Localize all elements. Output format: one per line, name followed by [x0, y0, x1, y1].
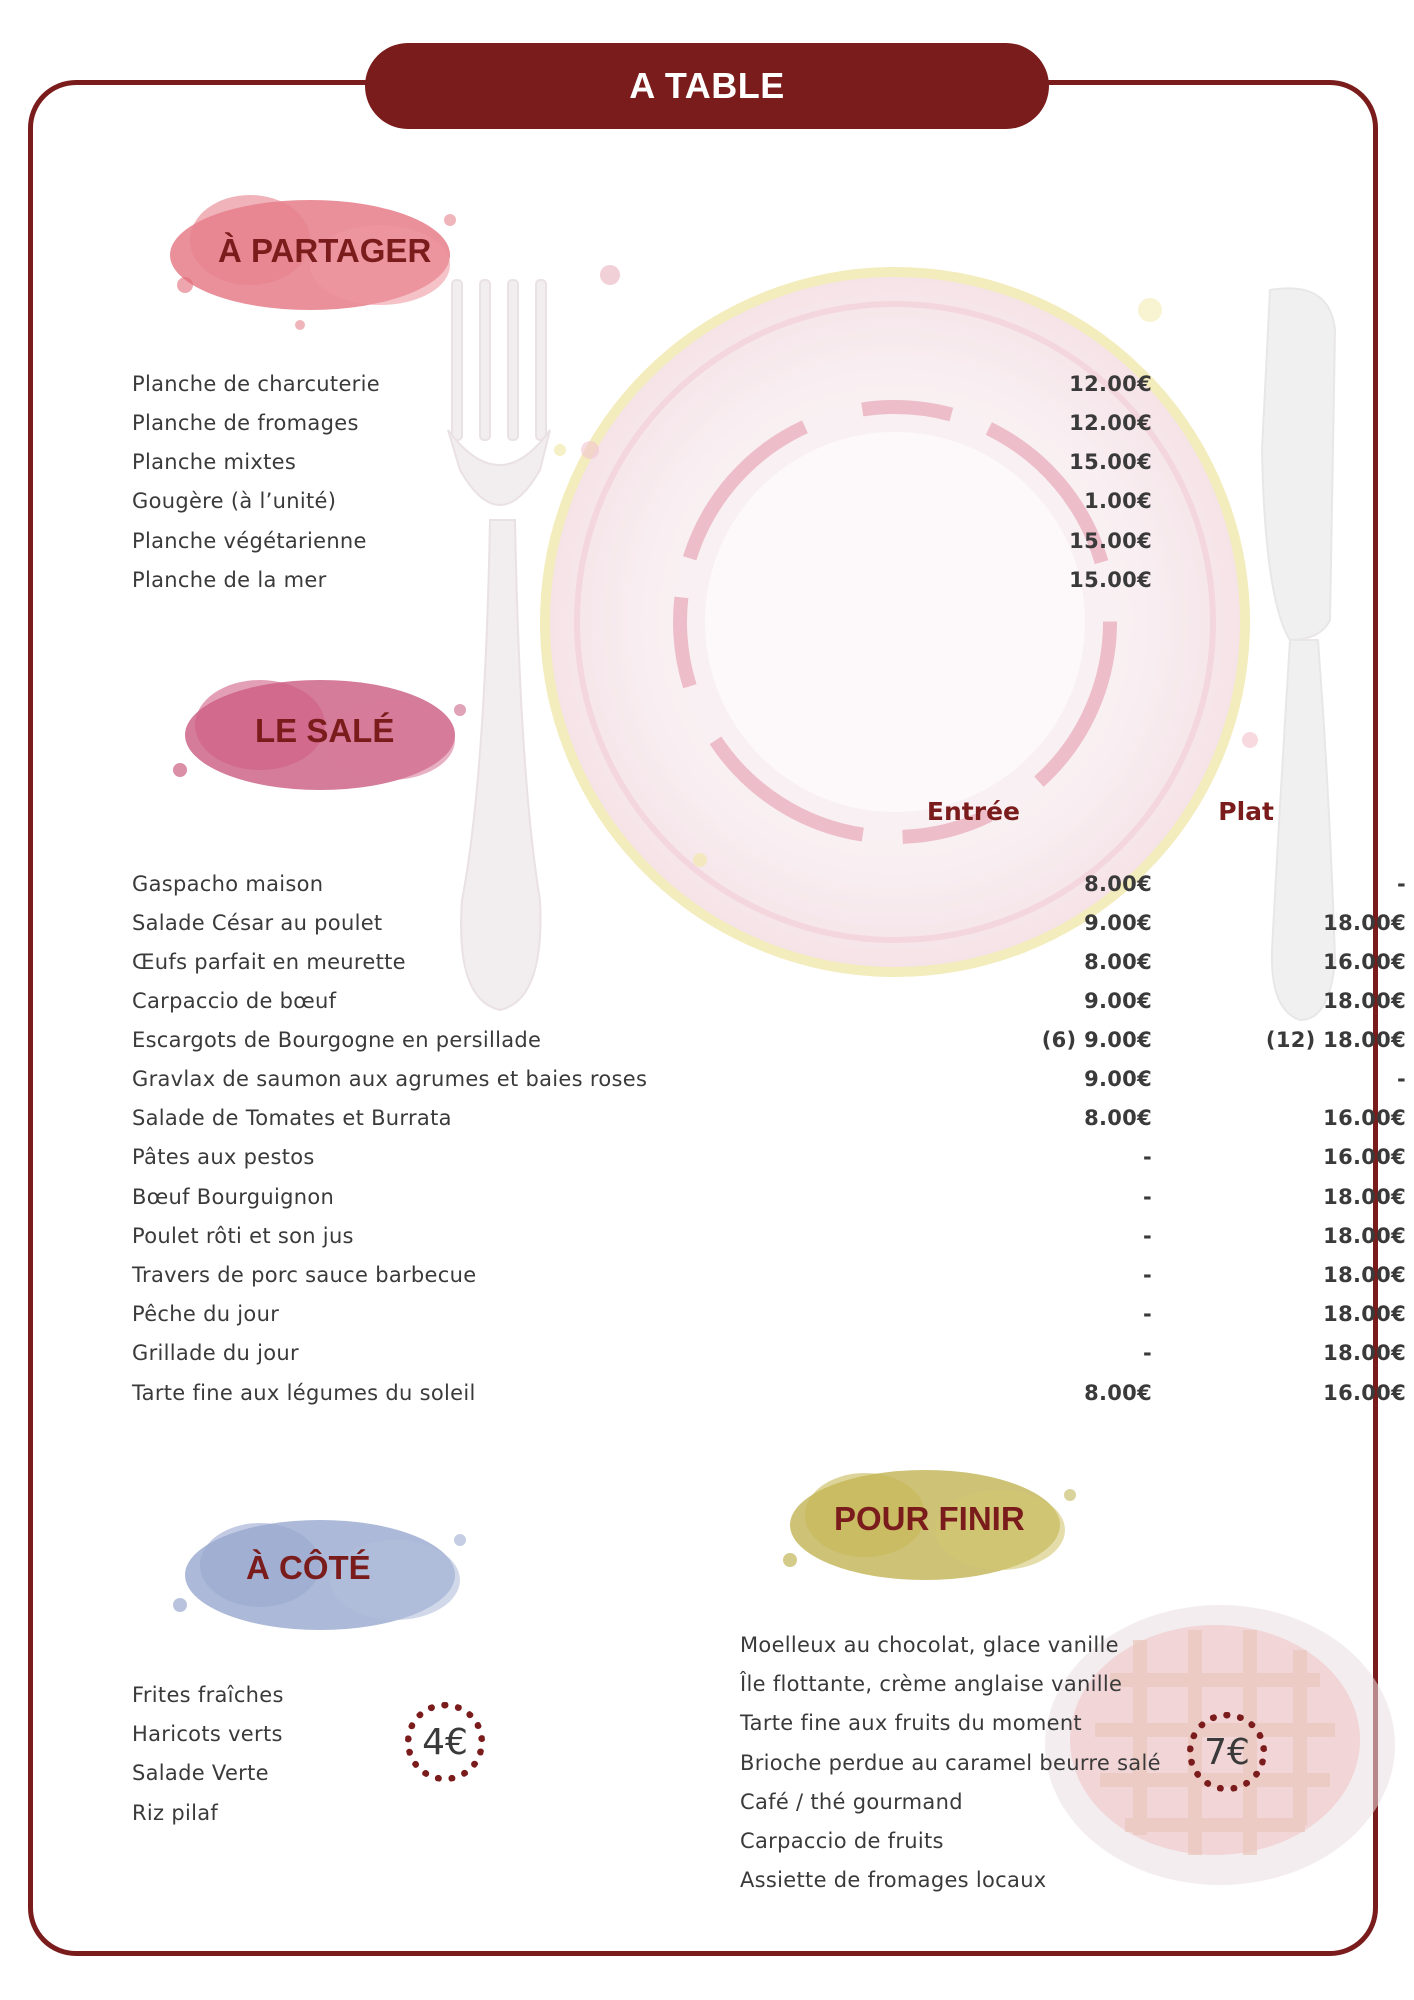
entree-price: (6) 9.00€	[1041, 1028, 1152, 1052]
column-header-plat: Plat	[1218, 797, 1274, 826]
entree-price: 8.00€	[1084, 872, 1152, 896]
item-price: 12.00€	[1069, 372, 1152, 396]
item-name: Planche de charcuterie	[132, 372, 380, 396]
item-name: Tarte fine aux légumes du soleil	[132, 1381, 476, 1405]
entree-price: 9.00€	[1084, 989, 1152, 1013]
page-title: A TABLE	[365, 43, 1049, 129]
item-name: Bœuf Bourguignon	[132, 1185, 335, 1209]
plat-price: 18.00€	[1323, 911, 1406, 935]
list-item: Salade Verte	[132, 1761, 269, 1785]
item-price: 15.00€	[1069, 529, 1152, 553]
item-name: Salade César au poulet	[132, 911, 383, 935]
plat-price: (12) 18.00€	[1265, 1028, 1406, 1052]
entree-price: 8.00€	[1084, 950, 1152, 974]
entree-price: -	[1142, 1302, 1152, 1326]
list-item: Riz pilaf	[132, 1801, 219, 1825]
item-price: 15.00€	[1069, 568, 1152, 592]
entree-price: -	[1142, 1185, 1152, 1209]
plat-price: 18.00€	[1323, 1263, 1406, 1287]
item-name: Gaspacho maison	[132, 872, 324, 896]
item-price: 1.00€	[1084, 489, 1152, 513]
item-name: Escargots de Bourgogne en persillade	[132, 1028, 542, 1052]
item-name: Planche de fromages	[132, 411, 359, 435]
item-name: Pâtes aux pestos	[132, 1145, 315, 1169]
list-item: Brioche perdue au caramel beurre salé	[740, 1751, 1161, 1775]
plat-price: 18.00€	[1323, 989, 1406, 1013]
entree-price: -	[1142, 1224, 1152, 1248]
entree-price: -	[1142, 1263, 1152, 1287]
list-item: Frites fraîches	[132, 1683, 284, 1707]
list-item: Haricots verts	[132, 1722, 283, 1746]
item-name: Travers de porc sauce barbecue	[132, 1263, 477, 1287]
item-name: Carpaccio de bœuf	[132, 989, 337, 1013]
plat-price: 18.00€	[1323, 1302, 1406, 1326]
plat-price: 16.00€	[1323, 950, 1406, 974]
entree-price: 9.00€	[1084, 911, 1152, 935]
entree-price: -	[1142, 1145, 1152, 1169]
item-name: Planche végétarienne	[132, 529, 367, 553]
item-name: Œufs parfait en meurette	[132, 950, 406, 974]
plat-price: -	[1396, 1067, 1406, 1091]
item-price: 15.00€	[1069, 450, 1152, 474]
entree-price: -	[1142, 1341, 1152, 1365]
list-item: Carpaccio de fruits	[740, 1829, 944, 1853]
item-name: Salade de Tomates et Burrata	[132, 1106, 452, 1130]
entree-price: 9.00€	[1084, 1067, 1152, 1091]
item-name: Pêche du jour	[132, 1302, 280, 1326]
item-name: Grillade du jour	[132, 1341, 299, 1365]
list-item: Île flottante, crème anglaise vanille	[740, 1672, 1123, 1696]
plat-price: 18.00€	[1323, 1341, 1406, 1365]
item-name: Poulet rôti et son jus	[132, 1224, 354, 1248]
entree-price: 8.00€	[1084, 1381, 1152, 1405]
price-badge-cote: 4€	[405, 1702, 485, 1782]
list-item: Moelleux au chocolat, glace vanille	[740, 1633, 1119, 1657]
column-header-entree: Entrée	[926, 797, 1020, 826]
item-name: Gougère (à l’unité)	[132, 489, 337, 513]
list-item: Tarte fine aux fruits du moment	[740, 1711, 1082, 1735]
plat-price: 16.00€	[1323, 1145, 1406, 1169]
section-title-partager: À PARTAGER	[218, 232, 432, 269]
list-item: Café / thé gourmand	[740, 1790, 963, 1814]
list-item: Assiette de fromages locaux	[740, 1868, 1047, 1892]
plat-price: 18.00€	[1323, 1224, 1406, 1248]
price-badge-finir: 7€	[1187, 1712, 1267, 1792]
item-price: 12.00€	[1069, 411, 1152, 435]
plat-price: -	[1396, 872, 1406, 896]
item-name: Gravlax de saumon aux agrumes et baies roses	[132, 1067, 648, 1091]
section-title-cote: À CÔTÉ	[246, 1549, 371, 1586]
plat-price: 16.00€	[1323, 1381, 1406, 1405]
entree-price: 8.00€	[1084, 1106, 1152, 1130]
item-name: Planche mixtes	[132, 450, 297, 474]
plat-price: 16.00€	[1323, 1106, 1406, 1130]
section-title-sale: LE SALÉ	[255, 712, 395, 749]
item-name: Planche de la mer	[132, 568, 327, 592]
plat-price: 18.00€	[1323, 1185, 1406, 1209]
section-title-finir: POUR FINIR	[834, 1500, 1025, 1537]
